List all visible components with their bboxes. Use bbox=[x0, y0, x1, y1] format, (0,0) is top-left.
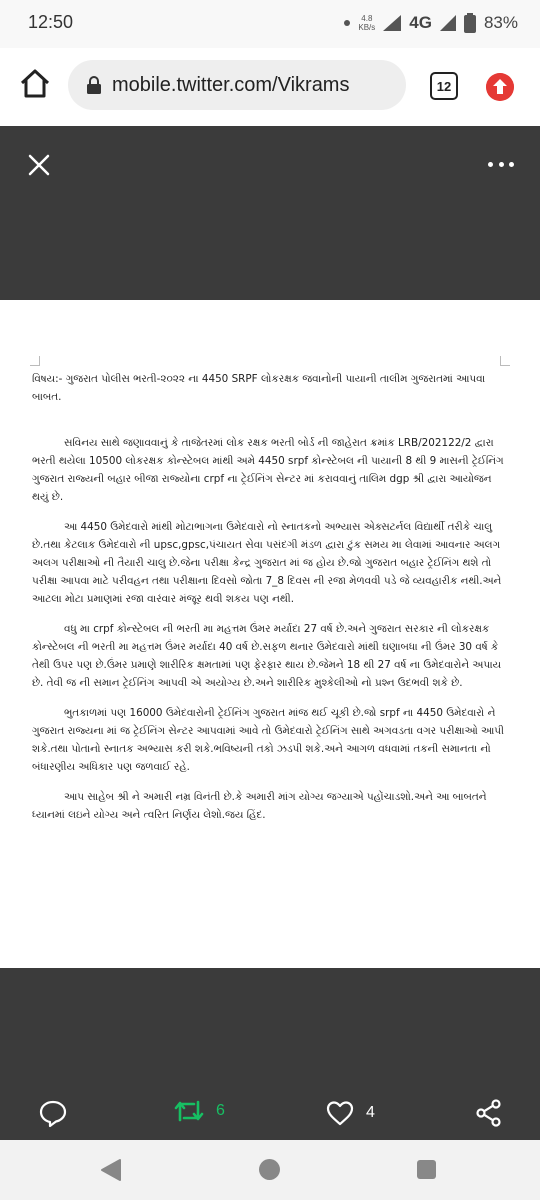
heart-icon bbox=[326, 1100, 354, 1126]
update-icon[interactable] bbox=[486, 73, 514, 101]
document-subject: વિષય:- ગુજરાત પોલીસ ભરતી-૨૦૨૨ ના 4450 SRPF લોકરક્ષક જવાનોની પાયાની તાલીમ ગુજરાતમાં આપવા બાબત. bbox=[32, 373, 486, 403]
signal-icon bbox=[383, 15, 401, 31]
battery-icon bbox=[464, 13, 476, 33]
network-speed-value: 4.8 bbox=[361, 14, 373, 23]
recent-apps-icon[interactable] bbox=[417, 1160, 436, 1179]
like-button[interactable] bbox=[326, 1098, 375, 1128]
status-icons bbox=[344, 8, 518, 38]
network-speed bbox=[358, 14, 375, 32]
back-icon[interactable] bbox=[100, 1158, 122, 1182]
more-options-icon[interactable] bbox=[488, 162, 514, 170]
reply-icon[interactable] bbox=[38, 1098, 68, 1128]
crop-mark-top-right bbox=[500, 356, 510, 366]
home-icon[interactable] bbox=[18, 66, 52, 100]
address-bar[interactable] bbox=[68, 60, 406, 110]
document-text bbox=[32, 370, 510, 836]
document-paragraph: ભુતકાળમાં પણ 16000 ઉમેદવારોની ટ્રેઈનિંગ ગુજરાત માંજ થઈ ચૂકી છે.જો srpf ના 4450 ઉમેદવારો ને ગુજરાત રાજ્યના માં જ ટ્રેઈનિંગ સેન્ટર આપવામાં આવે તો ઉમેદવારો ટ્રેઈનિંગ સાથે અગવડતા વગર પરીક્ષાઓ આપી શકે.તથા પોતાનો સ્નાતક અભ્યાસ કરી શકે.ભવિષ્યની તકો ઝડપી શકે.અને આગળ વધવામાં તકની સમાનતા નો બંધારણીય અધિકાર પણ જળવાઈ રહે. bbox=[32, 707, 504, 773]
clock: 12:50 bbox=[28, 12, 74, 32]
browser-toolbar bbox=[0, 48, 540, 126]
url-text: mobile.twitter.com/Vikrams bbox=[112, 73, 350, 96]
retweet-button[interactable] bbox=[174, 1096, 225, 1126]
document-paragraph: આપ સાહેબ શ્રી ને અમારી નમ્ર વિનંતી છે.કે અમારી માંગ યોગ્ય જગ્યાએ પહોંચાડશો.અને આ બાબતને ધ્યાનમાં લઇને યોગ્ય અને ત્વરિત નિર્ણય લેશો.જય હિંદ. bbox=[32, 791, 487, 821]
media-viewer-header bbox=[0, 126, 540, 300]
like-count: 4 bbox=[366, 1104, 375, 1121]
document-paragraph: સવિનય સાથે જણાવવાનું કે તાજેતરમાં લોક રક્ષક ભરતી બોર્ડ ની જાહેરાત ક્રમાંક LRB/202122/2 દ્વારા ભરતી થયેલા 10500 લોકરક્ષક કોન્સ્ટેબલ માંથી અમે 4450 srpf કોન્સ્ટેબલ ની પાયાની 8 થી 9 માસની ટ્રેઈનિંગ ગુજરાત રાજ્યની બહાર બીજા રાજ્યોના crpf ના ટ્રેઈનિંગ સેન્ટર માં કરાવવાનું તાલિમ dgp શ્રી દ્વારા આયોજન થયું છે. bbox=[32, 437, 504, 503]
tab-switcher-button[interactable]: 12 bbox=[430, 72, 458, 100]
home-nav-icon[interactable] bbox=[259, 1159, 280, 1180]
retweet-count: 6 bbox=[216, 1102, 225, 1119]
close-icon[interactable] bbox=[26, 152, 52, 178]
tweet-actions bbox=[0, 1098, 540, 1128]
share-icon[interactable] bbox=[474, 1098, 504, 1128]
system-nav-bar bbox=[0, 1140, 540, 1200]
crop-mark-top-left bbox=[30, 356, 40, 366]
network-type: 4G bbox=[409, 13, 432, 32]
battery-percent: 83% bbox=[483, 13, 518, 32]
lock-icon bbox=[86, 76, 102, 94]
notification-dot-icon bbox=[344, 20, 350, 26]
document-paragraph: વધુ મા crpf કોન્સ્ટેબલ ની ભરતી મા મહત્તમ ઉંમર મર્યાદા 27 વર્ષ છે.અને ગુજરાત સરકાર ની લોકરક્ષક કોન્સ્ટેબલ ની ભરતી મા મહત્તમ ઉંમર મર્યાદા 40 વર્ષ છે.સફળ થનાર ઉમેદવારો માંથી ઘણાબધા ની ઉંમર 30 વર્ષ કે તેથી ઉપર પણ છે.ઉંમર પ્રમાણે શારીરિક ક્ષમતામાં પણ ફેરફાર થાય છે.જેમને 18 થી 27 વર્ષ ના ઉમેદવારોને અપાય છે. તેવી જ ની સમાન ટ્રેઈનિંગ આપવી એ અયોગ્ય છે.અને શારીરિક મુશ્કેલીઓ નો પ્રશ્ન ઉદભવી શકે છે. bbox=[32, 623, 502, 689]
media-viewer-footer bbox=[0, 968, 540, 1098]
tweet-image-document[interactable] bbox=[0, 300, 540, 968]
signal-secondary-icon bbox=[440, 15, 456, 31]
network-speed-unit: KB/s bbox=[358, 23, 376, 32]
status-bar bbox=[0, 0, 540, 48]
document-paragraph: આ 4450 ઉમેદવારો માંથી મોટાભાગના ઉમેદવારો નો સ્નાતકનો અભ્યાસ એક્સટર્નલ વિદ્યાર્થી તરીકે ચાલુ છે.તથા કેટલાક ઉમેદવારો ની upsc,gpsc,પંચાયત સેવા પસંદગી મંડળ દ્વારા ટુંક સમય મા લેવામાં આવનાર અલગ અલગ પરીક્ષાઓ ની તૈયારી ચાલુ છે.જેના પરીક્ષા કેન્દ્ર ગુજરાત માં જ હોય છે.જો ગુજરાત બહાર ટ્રેઈનિંગ થશે તો પરીક્ષા આપવા માટે પરીવહન તથા પરીક્ષાના દિવસો જોતા 7_8 દિવસ ની રજા મેળવવી પડે જે વ્યવહારીક નથી.અને આટલા મોટા પ્રમાણમાં રજા વારંવાર મંજૂર થવી શકય પણ નથી. bbox=[32, 521, 502, 605]
retweet-icon bbox=[174, 1098, 204, 1124]
